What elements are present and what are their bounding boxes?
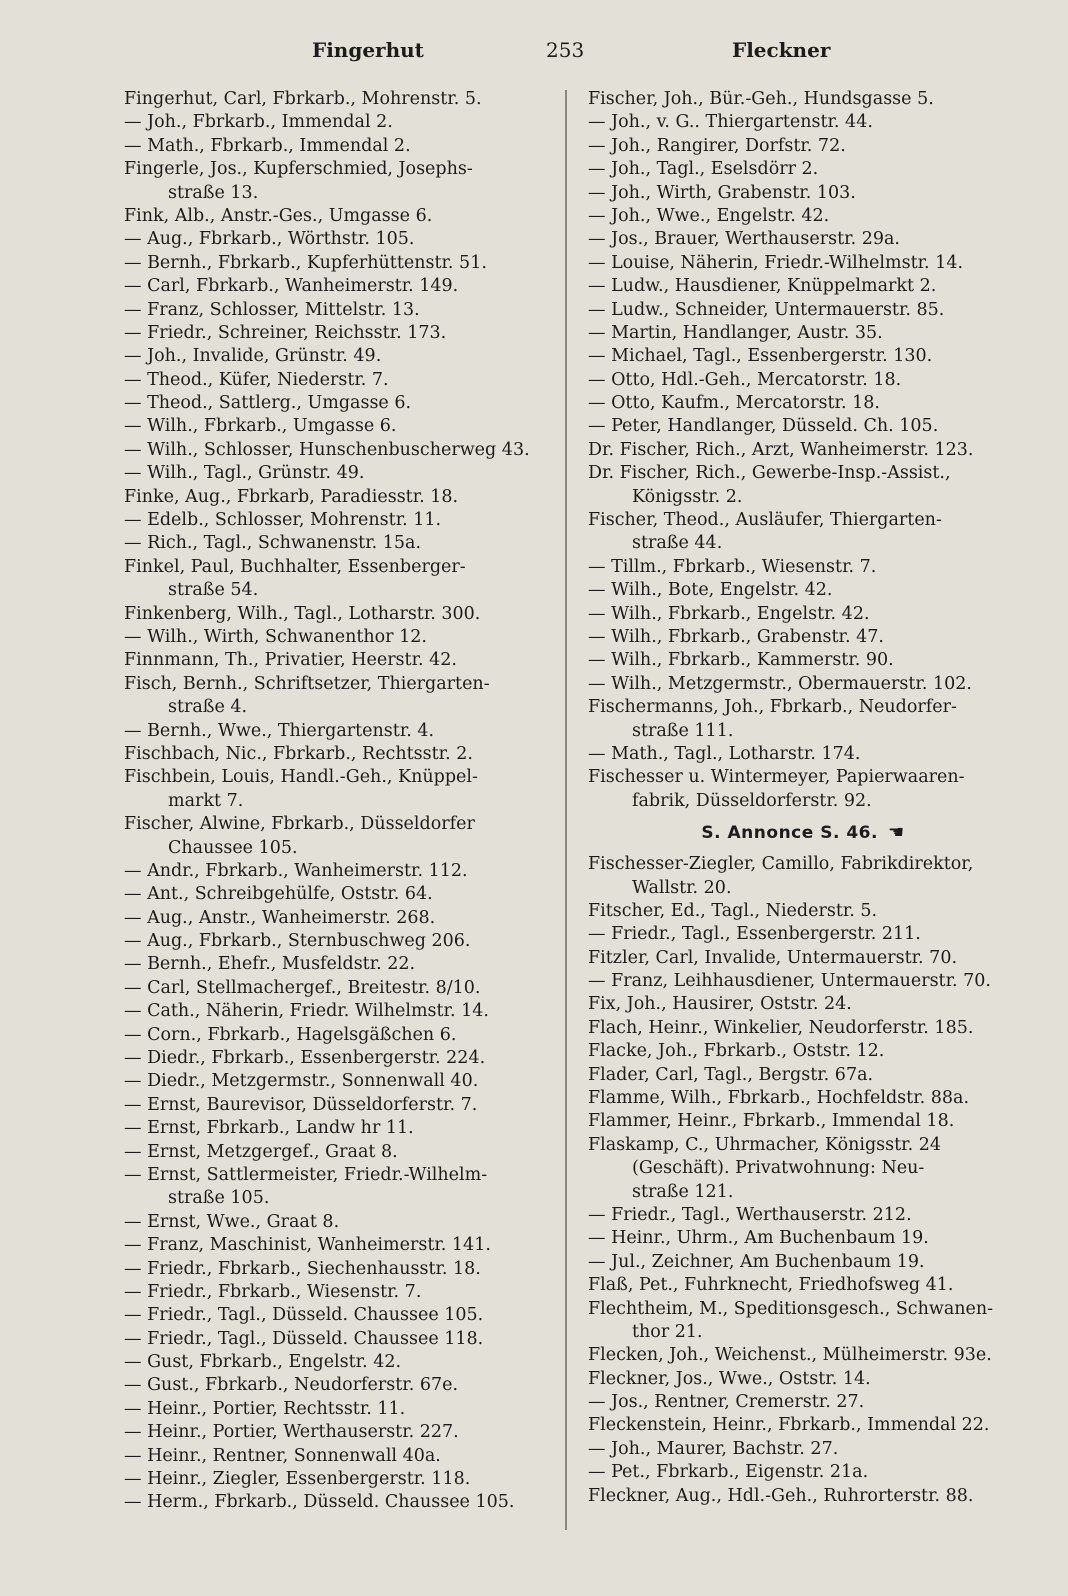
entry-text: Fischer, Joh., Bür.-Geh., Hundsgasse 5.: [588, 89, 934, 109]
directory-entry-line: [124, 1304, 564, 1327]
directory-entry-line: [588, 1461, 1018, 1484]
directory-entry-line: [588, 556, 1018, 579]
header-right-keyword: Fleckner: [732, 38, 831, 62]
entry-text: fabrik, Düsseldorferstr. 92.: [632, 790, 872, 811]
entry-text: — Ludw., Schneider, Untermauerstr. 85.: [588, 299, 945, 320]
entry-text: — Ernst, Fbrkarb., Landw hr 11.: [124, 1118, 414, 1139]
entry-text: straße 44.: [632, 533, 723, 554]
entry-text: — Aug., Anstr., Wanheimerstr. 268.: [124, 907, 436, 928]
entry-text: — Ernst, Metzgergef., Graat 8.: [124, 1141, 398, 1162]
directory-entry-line: [588, 1321, 1018, 1344]
entry-text: — Heinr., Portier, Werthauserstr. 227.: [124, 1422, 459, 1443]
entry-text: — Ludw., Hausdiener, Knüppelmarkt 2.: [588, 276, 937, 297]
annonce-reference: [588, 813, 1018, 853]
entry-text: — Cath., Näherin, Friedr. Wilhelmstr. 14.: [124, 1001, 489, 1022]
entry-text: — Friedr., Tagl., Düsseld. Chaussee 118.: [124, 1328, 484, 1349]
entry-text: — Carl, Fbrkarb., Wanheimerstr. 149.: [124, 276, 459, 297]
entry-text: — Math., Tagl., Lotharstr. 174.: [588, 743, 861, 764]
directory-entry-line: [588, 135, 1018, 158]
entry-text: Fleckner, Aug., Hdl.-Geh., Ruhrorterstr. 88.: [588, 1485, 974, 1506]
directory-entry-line: [588, 649, 1018, 672]
entry-text: — Tillm., Fbrkarb., Wiesenstr. 7.: [588, 556, 877, 577]
directory-entry-line: [588, 766, 1018, 789]
directory-entry-line: [588, 877, 1018, 900]
entry-text: straße 121.: [632, 1181, 734, 1202]
directory-entry-line: [588, 626, 1018, 649]
left-column: [124, 88, 564, 1515]
directory-entry-line: [124, 135, 564, 158]
directory-entry-line: [124, 88, 564, 111]
entry-text: — Gust, Fbrkarb., Engelstr. 42.: [124, 1352, 402, 1373]
entry-text: Fink, Alb., Anstr.-Ges., Umgasse 6.: [124, 205, 433, 226]
directory-entry-line: [124, 883, 564, 906]
entry-text: S. Annonce S. 46.: [701, 823, 878, 844]
entry-text: — Theod., Sattlerg., Umgasse 6.: [124, 393, 412, 414]
directory-entry-line: [588, 603, 1018, 626]
entry-text: — Math., Fbrkarb., Immendal 2.: [124, 135, 411, 156]
directory-entry-line: [588, 1298, 1018, 1321]
directory-entry-line: [588, 790, 1018, 813]
directory-entry-line: [124, 1047, 564, 1070]
entry-text: markt 7.: [168, 790, 244, 811]
entry-text: — Bernh., Ehefr., Musfeldstr. 22.: [124, 954, 416, 975]
entry-text: — Joh., Rangirer, Dorfstr. 72.: [588, 135, 846, 156]
entry-text: — Jos., Brauer, Werthauserstr. 29a.: [588, 229, 900, 250]
directory-entry-line: [124, 228, 564, 251]
directory-entry-line: [124, 439, 564, 462]
directory-entry-line: [588, 1391, 1018, 1414]
entry-text: — Ernst, Sattlermeister, Friedr.-Wilhelm-: [124, 1164, 488, 1185]
entry-text: — Heinr., Uhrm., Am Buchenbaum 19.: [588, 1228, 929, 1249]
entry-text: — Theod., Küfer, Niederstr. 7.: [124, 369, 389, 390]
entry-text: — Friedr., Tagl., Düsseld. Chaussee 105.: [124, 1305, 484, 1326]
directory-entry-line: [124, 743, 564, 766]
entry-text: straße 111.: [632, 720, 734, 741]
directory-entry-line: [588, 1040, 1018, 1063]
entry-text: — Friedr., Schreiner, Reichsstr. 173.: [124, 322, 447, 343]
entry-text: Wallstr. 20.: [632, 877, 732, 898]
directory-entry-line: [588, 1251, 1018, 1274]
entry-text: Fix, Joh., Hausirer, Oststr. 24.: [588, 994, 852, 1015]
entry-text: — Gust., Fbrkarb., Neudorferstr. 67e.: [124, 1375, 459, 1396]
directory-entry-line: [588, 415, 1018, 438]
directory-entry-line: [588, 853, 1018, 876]
directory-entry-line: [124, 1468, 564, 1491]
directory-entry-line: [588, 993, 1018, 1016]
directory-entry-line: [124, 1187, 564, 1210]
directory-entry-line: [588, 392, 1018, 415]
right-column: [588, 88, 1018, 1508]
directory-entry-line: [588, 275, 1018, 298]
entry-text: Fischesser-Ziegler, Camillo, Fabrikdirektor,: [588, 854, 974, 875]
directory-entry-line: [588, 1110, 1018, 1133]
entry-text: — Ernst, Baurevisor, Düsseldorferstr. 7.: [124, 1094, 478, 1115]
directory-entry-line: [124, 579, 564, 602]
header-left-keyword: Fingerhut: [312, 38, 424, 62]
entry-text: — Corn., Fbrkarb., Hagelsgäßchen 6.: [124, 1024, 457, 1045]
entry-text: Fischbein, Louis, Handl.-Geh., Knüppel-: [124, 767, 478, 788]
directory-entry-line: [124, 603, 564, 626]
directory-entry-line: [588, 111, 1018, 134]
entry-text: Dr. Fischer, Rich., Gewerbe-Insp.-Assist.,: [588, 463, 951, 484]
directory-entry-line: [588, 900, 1018, 923]
entry-text: — Friedr., Tagl., Essenbergerstr. 211.: [588, 924, 921, 945]
entry-text: — Jul., Zeichner, Am Buchenbaum 19.: [588, 1251, 925, 1272]
entry-text: Finke, Aug., Fbrkarb, Paradiesstr. 18.: [124, 486, 459, 507]
entry-text: — Pet., Fbrkarb., Eigenstr. 21a.: [588, 1462, 869, 1483]
directory-entry-line: [588, 486, 1018, 509]
directory-entry-line: [588, 252, 1018, 275]
directory-entry-line: [588, 696, 1018, 719]
entry-text: — Bernh., Wwe., Thiergartenstr. 4.: [124, 720, 435, 741]
directory-entry-line: [124, 977, 564, 1000]
directory-entry-line: [588, 743, 1018, 766]
entry-text: — Andr., Fbrkarb., Wanheimerstr. 112.: [124, 860, 468, 881]
entry-text: Finnmann, Th., Privatier, Heerstr. 42.: [124, 650, 457, 671]
directory-entry-line: [124, 1070, 564, 1093]
entry-text: Fischermanns, Joh., Fbrkarb., Neudorfer-: [588, 697, 957, 718]
entry-text: Fingerhut, Carl, Fbrkarb., Mohrenstr. 5.: [124, 89, 482, 109]
directory-entry-line: [124, 953, 564, 976]
directory-entry-line: [124, 345, 564, 368]
entry-text: Fischer, Alwine, Fbrkarb., Düsseldorfer: [124, 814, 475, 835]
entry-text: — Wilh., Wirth, Schwanenthor 12.: [124, 626, 427, 647]
entry-text: — Heinr., Rentner, Sonnenwall 40a.: [124, 1445, 441, 1466]
entry-text: Fitzler, Carl, Invalide, Untermauerstr. 70.: [588, 947, 958, 968]
directory-entry-line: [124, 1117, 564, 1140]
entry-text: Flamme, Wilh., Fbrkarb., Hochfeldstr. 88a.: [588, 1088, 970, 1109]
entry-text: Fischesser u. Wintermeyer, Papierwaaren-: [588, 767, 965, 788]
entry-text: — Joh., Wirth, Grabenstr. 103.: [588, 182, 856, 203]
entry-text: — Heinr., Portier, Rechtsstr. 11.: [124, 1398, 406, 1419]
entry-text: — Diedr., Fbrkarb., Essenbergerstr. 224.: [124, 1048, 486, 1069]
directory-entry-line: [124, 1000, 564, 1023]
directory-entry-line: [588, 1134, 1018, 1157]
entry-text: — Bernh., Fbrkarb., Kupferhüttenstr. 51.: [124, 252, 487, 273]
entry-text: — Ant., Schreibgehülfe, Oststr. 64.: [124, 884, 433, 905]
directory-entry-line: [588, 1181, 1018, 1204]
entry-text: — Aug., Fbrkarb., Wörthstr. 105.: [124, 229, 415, 250]
entry-text: thor 21.: [632, 1321, 703, 1342]
entry-text: — Friedr., Fbrkarb., Wiesenstr. 7.: [124, 1281, 422, 1302]
directory-entry-line: [588, 1227, 1018, 1250]
directory-entry-line: [124, 1024, 564, 1047]
directory-entry-line: [124, 252, 564, 275]
directory-entry-line: [124, 1491, 564, 1514]
entry-text: Flacke, Joh., Fbrkarb., Oststr. 12.: [588, 1041, 885, 1062]
directory-entry-line: [588, 509, 1018, 532]
entry-text: — Martin, Handlanger, Austr. 35.: [588, 322, 883, 343]
entry-text: Finkel, Paul, Buchhalter, Essenberger-: [124, 556, 466, 577]
directory-entry-line: [124, 649, 564, 672]
directory-entry-line: [124, 299, 564, 322]
directory-entry-line: [588, 1064, 1018, 1087]
directory-entry-line: [124, 182, 564, 205]
directory-entry-line: [588, 1017, 1018, 1040]
directory-entry-line: [588, 88, 1018, 111]
entry-text: — Otto, Hdl.-Geh., Mercatorstr. 18.: [588, 369, 902, 390]
entry-text: Flaskamp, C., Uhrmacher, Königsstr. 24: [588, 1134, 942, 1155]
directory-entry-line: [588, 923, 1018, 946]
entry-text: — Wilh., Fbrkarb., Umgasse 6.: [124, 416, 397, 437]
entry-text: — Franz, Schlosser, Mittelstr. 13.: [124, 299, 420, 320]
directory-entry-line: [124, 766, 564, 789]
entry-text: Dr. Fischer, Rich., Arzt, Wanheimerstr. 123.: [588, 439, 974, 460]
directory-entry-line: [124, 1164, 564, 1187]
entry-text: — Wilh., Tagl., Grünstr. 49.: [124, 463, 365, 484]
directory-entry-line: [588, 1087, 1018, 1110]
entry-text: — Wilh., Fbrkarb., Grabenstr. 47.: [588, 626, 884, 647]
directory-entry-line: [124, 462, 564, 485]
directory-entry-line: [588, 228, 1018, 251]
entry-text: — Diedr., Metzgermstr., Sonnenwall 40.: [124, 1071, 479, 1092]
directory-entry-line: [588, 322, 1018, 345]
entry-text: Fingerle, Jos., Kupferschmied, Josephs-: [124, 159, 473, 180]
directory-entry-line: [124, 907, 564, 930]
directory-entry-line: [588, 1344, 1018, 1367]
directory-entry-line: [588, 345, 1018, 368]
directory-entry-line: [588, 673, 1018, 696]
directory-entry-line: [588, 1438, 1018, 1461]
entry-text: Fleckenstein, Heinr., Fbrkarb., Immendal 22.: [588, 1415, 990, 1436]
entry-text: — Joh., Maurer, Bachstr. 27.: [588, 1438, 839, 1459]
directory-entry-line: [124, 1328, 564, 1351]
directory-entry-line: [588, 439, 1018, 462]
entry-text: — Wilh., Metzgermstr., Obermauerstr. 102.: [588, 673, 972, 694]
directory-entry-line: [124, 626, 564, 649]
directory-entry-line: [124, 696, 564, 719]
directory-entry-line: [588, 970, 1018, 993]
entry-text: — Friedr., Tagl., Werthauserstr. 212.: [588, 1204, 912, 1225]
directory-entry-line: [124, 1141, 564, 1164]
directory-entry-line: [124, 1094, 564, 1117]
entry-text: — Carl, Stellmachergef., Breitestr. 8/10.: [124, 977, 481, 998]
directory-entry-line: [124, 158, 564, 181]
entry-text: Fitscher, Ed., Tagl., Niederstr. 5.: [588, 900, 878, 921]
directory-entry-line: [124, 322, 564, 345]
entry-text: — Wilh., Fbrkarb., Engelstr. 42.: [588, 603, 870, 624]
entry-text: — Louise, Näherin, Friedr.-Wilhelmstr. 14.: [588, 252, 964, 273]
entry-text: — Franz, Leihhausdiener, Untermauerstr. 70.: [588, 971, 991, 992]
directory-entry-line: [124, 556, 564, 579]
directory-entry-line: [124, 673, 564, 696]
entry-text: — Joh., Invalide, Grünstr. 49.: [124, 346, 382, 367]
entry-text: — Wilh., Bote, Engelstr. 42.: [588, 580, 833, 601]
entry-text: — Michael, Tagl., Essenbergerstr. 130.: [588, 346, 933, 367]
entry-text: straße 54.: [168, 580, 259, 601]
entry-text: — Aug., Fbrkarb., Sternbuschweg 206.: [124, 931, 471, 952]
directory-entry-line: [124, 930, 564, 953]
directory-entry-line: [588, 462, 1018, 485]
entry-text: Finkenberg, Wilh., Tagl., Lotharstr. 300.: [124, 603, 481, 624]
directory-entry-line: [124, 1398, 564, 1421]
entry-text: — Wilh., Schlosser, Hunschenbuscherweg 43.: [124, 439, 530, 460]
directory-entry-line: [588, 1414, 1018, 1437]
entry-text: — Joh., Tagl., Eselsdörr 2.: [588, 159, 819, 180]
entry-text: Flader, Carl, Tagl., Bergstr. 67a.: [588, 1064, 874, 1085]
directory-entry-line: [588, 532, 1018, 555]
directory-entry-line: [124, 1234, 564, 1257]
entry-text: Flaß, Pet., Fuhrknecht, Friedhofsweg 41.: [588, 1275, 954, 1296]
page-number: 253: [546, 38, 585, 62]
directory-entry-line: [588, 182, 1018, 205]
entry-text: — Rich., Tagl., Schwanenstr. 15a.: [124, 533, 422, 554]
entry-text: (Geschäft). Privatwohnung: Neu-: [632, 1158, 925, 1179]
directory-entry-line: [588, 947, 1018, 970]
entry-text: — Jos., Rentner, Cremerstr. 27.: [588, 1392, 865, 1413]
entry-text: — Edelb., Schlosser, Mohrenstr. 11.: [124, 510, 442, 531]
directory-entry-line: [124, 720, 564, 743]
entry-text: — Joh., Wwe., Engelstr. 42.: [588, 205, 830, 226]
entry-text: — Ernst, Wwe., Graat 8.: [124, 1211, 340, 1232]
page-header: [0, 38, 1068, 68]
directory-entry-line: [124, 1374, 564, 1397]
entry-text: Fischer, Theod., Ausläufer, Thiergarten-: [588, 510, 942, 531]
directory-entry-line: [124, 813, 564, 836]
directory-entry-line: [124, 369, 564, 392]
directory-entry-line: [124, 860, 564, 883]
entry-text: straße 105.: [168, 1188, 270, 1209]
entry-text: straße 13.: [168, 182, 259, 203]
entry-text: Flechtheim, M., Speditionsgesch., Schwanen-: [588, 1298, 994, 1319]
directory-entry-line: [588, 1274, 1018, 1297]
directory-entry-line: [588, 299, 1018, 322]
directory-entry-line: [124, 111, 564, 134]
directory-entry-line: [124, 1351, 564, 1374]
directory-entry-line: [124, 486, 564, 509]
entry-text: Fleckner, Jos., Wwe., Oststr. 14.: [588, 1368, 871, 1389]
entry-text: Flammer, Heinr., Fbrkarb., Immendal 18.: [588, 1111, 955, 1132]
directory-entry-line: [124, 392, 564, 415]
directory-entry-line: [124, 1421, 564, 1444]
directory-entry-line: [124, 275, 564, 298]
entry-text: Fisch, Bernh., Schriftsetzer, Thiergarten-: [124, 673, 490, 694]
directory-entry-line: [588, 369, 1018, 392]
pointing-hand-icon: ☚: [887, 822, 905, 844]
entry-text: Fischbach, Nic., Fbrkarb., Rechtsstr. 2.: [124, 743, 473, 764]
entry-text: — Heinr., Ziegler, Essenbergerstr. 118.: [124, 1469, 471, 1490]
directory-entry-line: [588, 205, 1018, 228]
directory-entry-line: [124, 1258, 564, 1281]
directory-entry-line: [124, 1211, 564, 1234]
directory-entry-line: [588, 579, 1018, 602]
directory-entry-line: [124, 205, 564, 228]
directory-entry-line: [124, 1281, 564, 1304]
directory-entry-line: [588, 158, 1018, 181]
entry-text: — Franz, Maschinist, Wanheimerstr. 141.: [124, 1235, 491, 1256]
directory-entry-line: [124, 1445, 564, 1468]
directory-entry-line: [124, 509, 564, 532]
entry-text: — Otto, Kaufm., Mercatorstr. 18.: [588, 393, 880, 414]
entry-text: Chaussee 105.: [168, 837, 298, 858]
column-divider: [565, 90, 567, 1530]
entry-text: — Friedr., Fbrkarb., Siechenhausstr. 18.: [124, 1258, 481, 1279]
entry-text: Flach, Heinr., Winkelier, Neudorferstr. 185.: [588, 1017, 974, 1038]
entry-text: straße 4.: [168, 697, 248, 718]
directory-entry-line: [124, 837, 564, 860]
entry-text: — Peter, Handlanger, Düsseld. Ch. 105.: [588, 416, 939, 437]
entry-text: — Joh., v. G.. Thiergartenstr. 44.: [588, 112, 873, 133]
directory-entry-line: [124, 790, 564, 813]
entry-text: — Herm., Fbrkarb., Düsseld. Chaussee 105.: [124, 1492, 515, 1513]
directory-entry-line: [588, 1485, 1018, 1508]
entry-text: — Joh., Fbrkarb., Immendal 2.: [124, 112, 393, 133]
directory-entry-line: [124, 415, 564, 438]
directory-entry-line: [588, 1157, 1018, 1180]
directory-entry-line: [588, 1204, 1018, 1227]
entry-text: Königsstr. 2.: [632, 486, 743, 507]
directory-entry-line: [124, 532, 564, 555]
directory-entry-line: [588, 1368, 1018, 1391]
directory-entry-line: [588, 720, 1018, 743]
entry-text: Flecken, Joh., Weichenst., Mülheimerstr. 93e.: [588, 1345, 992, 1366]
entry-text: — Wilh., Fbrkarb., Kammerstr. 90.: [588, 650, 894, 671]
